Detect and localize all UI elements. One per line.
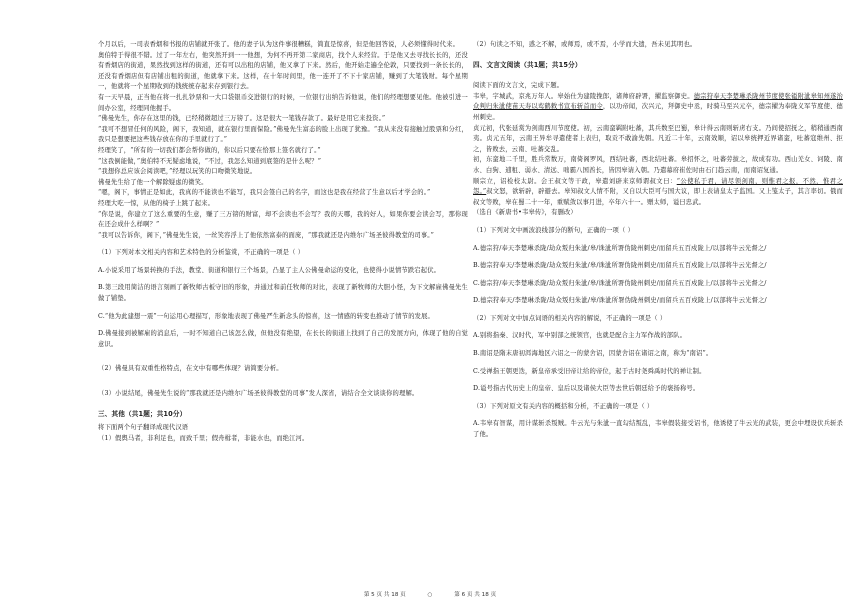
story-paragraph: 佛曼先生给了他一个解除疑虑的微笑。 — [98, 178, 208, 186]
question-stem: （1）下列对文中画波浪线部分的断句，正确的一项（ ） — [473, 226, 635, 234]
wavy-underlined-text: 德宗狩奉天李楚琳杀陇州节度使张镒附泚皋知州遂治众判归朱泚使苗天寿以鸾鹤敕书宣布斩首而令 — [473, 92, 844, 111]
section-heading: 三、其他（共1题；共10分） — [98, 409, 187, 418]
answer-option: D.谥号指古代历史上的皇帝、皇后以及诸侯大臣等去世后朝廷给予的褒扬称号。 — [473, 385, 700, 393]
story-paragraph: 奥伯特于得很不错。过了一年左右，他突然开到一一他想，为何不再开第二家商店，找个人来经营。于是他又去寻找长长的，还没有香烟店的街道，果然找到这样的街道，还有可以出租的店铺，他又拿了下来。然后，他开始走遍全伦敦，只要找到一条长长的，还没有香烟店但有店铺出租的街道，他就拿下来。这样，在十年时间里，他一连开了不下十家店铺，赚到了大笔钱财。每个星期一，他就将一个星期收到的钱统统存起来存到银行去。 — [98, 51, 468, 91]
story-paragraph: “佛曼先生，你存在这里的钱，已经稍微超过三万镑了。这是很大一笔钱存款了。最好是用它来投资。” — [98, 115, 386, 123]
underlined-quote: “公使私于君，请尽领剑南，则惟君之报，不然，惟君之怨。” — [473, 177, 843, 196]
question-stem: （2）下列对文中加点词语的相关内容的解说，不正确的一项是（ ） — [473, 314, 667, 322]
question-stem: （3）下列对原文有关内容的概括和分析，不正确的一项是（ ） — [473, 402, 654, 410]
answer-option: B.第三段用简洁的语言刻画了新牧师古板守旧的形象，并通过和前任牧师的对比，表现了新牧师的大胆小怪，为下文解雇佛曼先生做了铺垫。 — [98, 284, 468, 303]
answer-option: A.韦皋有智谋，用计谋斩杀叛贼。牛云光与朱泚一直勾结叛乱，韦皋假装接受诏书，他诱使了牛云光的武装，更会中埋设伏兵斩杀了他。 — [473, 420, 843, 439]
answer-option: C.德宗狩/奉天李楚琳杀陇/劫众叛归朱泚/皋/诛泚所署伪陇州刺史/而留兵五百戍陇上/以部将牛云光督之/ — [473, 279, 767, 287]
story-paragraph: “你是说，你建立了这么重要的生意，赚了三万镑的财富，却不会读也不会写？我的天哪，我的好人，如果你要会读会写，那你现在还会成什么样啊？” — [98, 210, 468, 229]
right-column — [473, 40, 843, 441]
passage-paragraph: 贞元初，代张延赏为剑南西川节度使。初，云南蛮羁附吐蕃，其兵数至巴蜀，皋计得云南则斩虏右支。乃间使招抚之，稍稍通西南夷。贞元五年，云南王异牟寻遣使者上表归，取贡不敢渝先朝。凡近二十年，云南效顺，诏以皋统押近界诸蛮，吐蕃寇维州、拒之，皆败去，云南、吐蕃交乱。 — [473, 124, 843, 153]
question-stem: （1）下列对本文相关内容和艺术特色的分析鉴赏，不正确的一项是（ ） — [98, 249, 305, 257]
passage-text: 顺宗立，诏检校太尉。会王叔文等干政，皋遣刘辟来京师谓叔文曰： — [473, 177, 677, 185]
source-note: （选自《新唐书•韦皋传》，有删改） — [473, 209, 577, 217]
story-paragraph: “我可不想冒任何的风险，阁下，我知道，就在银行里面保险。”佛曼先生富态的脸上出现了犹豫。“我从来没有接触过股票和分红，我只是想要把这些钱存放在你的手里就行了。” — [98, 125, 468, 144]
left-column — [98, 40, 468, 444]
answer-option: A.小说采用了场景转换的手法，教堂、街道和银行三个场景，凸显了主人公佛曼命运的变化，也使得小说情节跌宕起伏。 — [98, 266, 441, 274]
story-paragraph: “这我倒能做，”奥伯特不无疑虑地说，“不过，我怎么知道到底签的是什么呢？” — [98, 157, 322, 165]
answer-option: C.“他为此建想一震”一句运用心理描写，形象地表现了佛曼严生新念头的惊喜，这一情感的转变也推动了情节的发展。 — [98, 312, 434, 320]
passage-paragraph — [473, 177, 843, 209]
story-paragraph: 经理笑了，“所有的一切我们都会帮你做的，你以后只要在恰那上签名就行了。” — [98, 146, 321, 154]
answer-option: A.德宗狩/奉天李楚琳杀陇/劫众叛归朱泚/皋/诛泚所署伪陇州刺史/而留兵五百戍陇上/以部将牛云光督之/ — [473, 244, 767, 252]
answer-option: B.南诏是隋末唐初洱海地区六诏之一的蒙舍诏，因蒙舍诏在诸诏之南，称为“南诏”。 — [473, 350, 713, 358]
story-paragraph: 有一天早晨，正当他在将一扎扎钞票和一大口袋银币交进银行的时候，一位银行出纳告诉他说，他们的经理想要见他。他被引进一间办公室，经理同他握手。 — [98, 93, 468, 112]
instruction: 阅读下面的文言文，完成下题。 — [473, 82, 564, 90]
question-stem: （3）小说结尾，佛曼先生说的“那我就还是内维尔广场圣彼得教堂的司事”发人深省，请结合全文谈谈你的理解。 — [98, 390, 419, 398]
story-paragraph: 个月以后，一司表香烟和书报的店铺就开张了。他的妻子认为这件事很糟糕，简直是惊喜，但是他回答说，人必须懂得时代来。 — [98, 41, 460, 48]
story-paragraph: “嗯，阁下，事情正是如此，我真的不能读也不能写，我只会签自己的名字，而这也是我在经营了生意以后才学会的。” — [98, 189, 431, 197]
question-stem: （2）佛曼具有双重性格特点，在文中有哪些体现？请简要分析。 — [98, 365, 283, 373]
answer-option: D.佛曼接到被解雇的消息后，一时不知道自己该怎么做，但他没有绝望，在长长的街道上找到了自己的发展方向，体现了他的自觉意识。 — [98, 330, 468, 348]
translate-question: （2）句读之不知，惑之不解，或师焉，或不焉，小学而大遗，吾未见其明也。 — [473, 41, 697, 48]
passage-text: ，以功帝闻，次兴元，拜御史中丞，时骑马至兴元卒，德宗擢为奉陇义军节度使、德州刺史。 — [473, 103, 843, 121]
answer-option: B.德宗狩奉天/李楚琳杀陇/劫众叛归朱泚/皋/诛泚所署伪陇州刺史/而留兵五百戍陇上/以部将牛云光督之/ — [473, 262, 767, 270]
footer-separator: ○ — [427, 592, 433, 598]
translate-question: （1）假舆马者，非利足也，而致千里；假舟楫者，非能水也，而绝江河。 — [98, 434, 309, 442]
page-footer — [0, 590, 860, 598]
story-paragraph: 经理大吃一惊，从他的椅子上跳了起来。 — [98, 199, 215, 207]
page-number-left: 第 5 页 共 18 页 — [363, 592, 406, 598]
story-paragraph: “我可以告诉你，阁下，”佛曼先生说，一丝笑容浮上了他依然富泰的面庞，“那我就还是内维尔广场圣彼得教堂的司事。” — [98, 231, 434, 239]
answer-option: C.受禅指王朝更迭，新皇帝承受旧帝让给的帝位，起于古时尧舜禹时代的禅让制。 — [473, 367, 706, 375]
passage-paragraph: 初，东蛮地二千里，胜兵常数万，南倚阁罗风，西结吐蕃，西北结吐蕃。皋招怀之，吐蕃劳拔之，故成有功。西山羌女、诃陵、南水、白狗、逋租、弱水、清远、咄霸八国酋长，皆因皋请入朝。乃遣幕府崔佐时由石门趋云南，而南诏复通。 — [473, 156, 843, 174]
passage-paragraph — [473, 92, 843, 124]
section-heading: 四、文言文阅读（共1题；共15分） — [473, 60, 582, 69]
answer-option: A.别将指秦、汉时代，军中别部之统领官，也就是配合主力军作战的部队。 — [473, 332, 687, 340]
passage-text: 韦皋，字城武，京兆万年人。皋始仕为建陵挽郎，诸帅府辟署，擢监察御史。 — [473, 92, 694, 100]
page-number-right: 第 6 页 共 18 页 — [454, 592, 497, 598]
instruction: 将下面两个句子翻译成现代汉语 — [98, 424, 189, 432]
story-paragraph: “我想你总应该会阅读吧，”经理以玩笑的口吻微笑地说。 — [98, 168, 257, 176]
answer-option: D.德宗狩奉天/李楚琳杀陇/劫众叛归朱泚/皋/诛泚所署伪陇州刺史/而留兵五百戍陇上/以部将牛云光督之/ — [473, 297, 767, 305]
passage-text: 叔文怒，欲斩辟，辟避去。皋知叔文人情不附，又自以大臣可与国大议，即上表请皇太子监国。又上笺太子，其言率切。俄而叔文等败，皋在蜀二十一年，重赋敛以事月进，卒年六十一。赠太师，谥曰忠武。 — [473, 188, 843, 206]
